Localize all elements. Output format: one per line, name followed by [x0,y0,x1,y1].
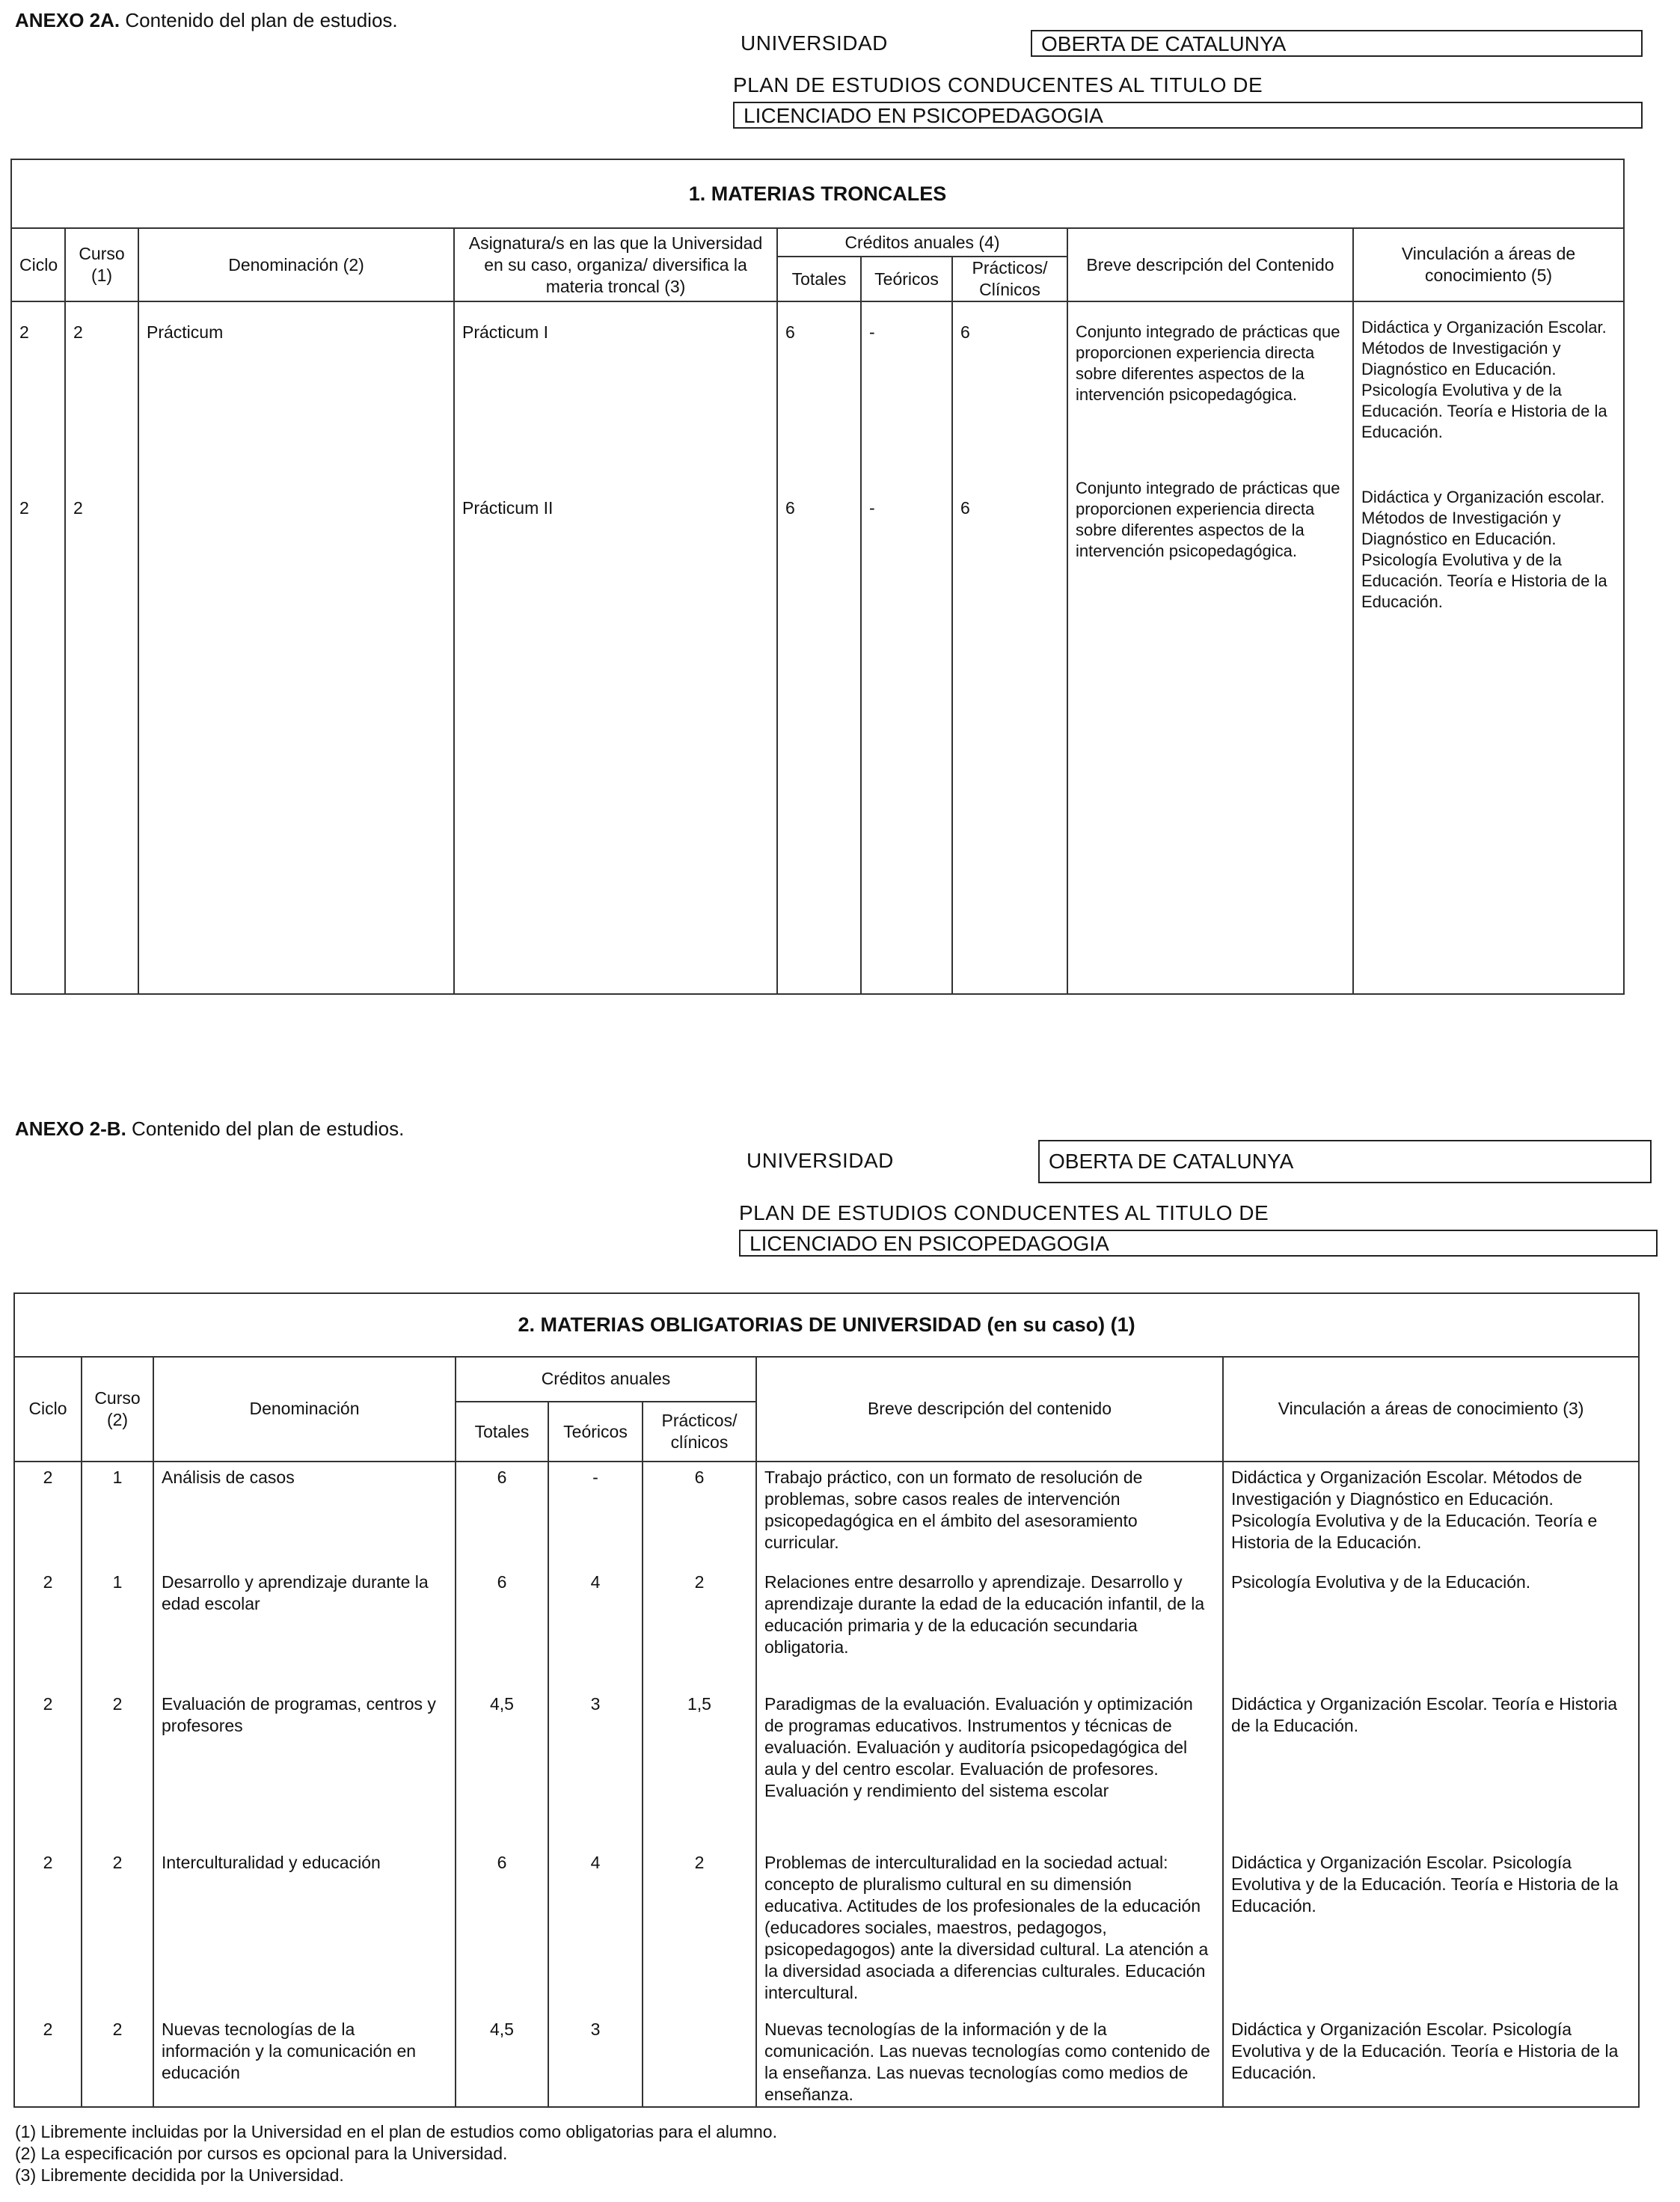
table-row [14,1567,1639,1689]
annex-a-title [15,9,398,32]
cell-denominacion: Evaluación de programas, centros y profesores [153,1689,456,1847]
header-practicos: Prácticos/ Clínicos [952,257,1067,301]
cell-denominacion: Prácticum [138,301,454,478]
cell-teoricos: 4 [548,1847,643,2014]
cell-denominacion: Nuevas tecnologías de la información y la comunicación en educación [153,2014,456,2107]
cell-ciclo: 2 [14,1689,82,1847]
cell-teoricos: - [861,478,952,994]
annex-b-plan-label: PLAN DE ESTUDIOS CONDUCENTES AL TITULO DE [739,1201,1269,1224]
cell-totales: 6 [456,1462,548,1567]
cell-ciclo: 2 [11,478,65,994]
cell-totales: 4,5 [456,1689,548,1847]
cell-teoricos: - [861,301,952,478]
annex-a-plan-value: LICENCIADO EN PSICOPEDAGOGIA [733,102,1643,129]
cell-vinculacion: Didáctica y Organización Escolar. Métodos de Investigación y Diagnóstico en Educación. Psicología Evolutiva y de la Educación. Teoría e Historia de la Educación. [1223,1462,1639,1567]
cell-ciclo: 2 [14,1847,82,2014]
cell-descripcion: Trabajo práctico, con un formato de resolución de problemas, sobre casos reales de intervención psicopedagógica en el ámbito del asesoramiento curricular. [756,1462,1223,1567]
cell-curso: 2 [82,2014,153,2107]
header-curso: Curso (2) [82,1357,153,1462]
header-descripcion: Breve descripción del contenido [756,1357,1223,1462]
cell-descripcion: Conjunto integrado de prácticas que proporcionen experiencia directa sobre diferentes aspectos de la intervención psicopedagógica. [1067,478,1353,994]
cell-curso: 2 [82,1689,153,1847]
cell-descripcion: Relaciones entre desarrollo y aprendizaje. Desarrollo y aprendizaje durante la edad de la educación infantil, de la educación primaria y de la educación secundaria obligatoria. [756,1567,1223,1689]
cell-asignatura: Prácticum II [454,478,777,994]
header-creditos: Créditos anuales [456,1357,756,1402]
cell-curso: 2 [65,301,138,478]
annex-a-table [10,159,1625,995]
annex-a-title-bold: ANEXO 2A. [15,9,120,31]
header-creditos: Créditos anuales (4) [777,228,1067,257]
header-descripcion: Breve descripción del Contenido [1067,228,1353,301]
cell-vinculacion: Didáctica y Organización Escolar. Psicología Evolutiva y de la Educación. Teoría e Historia de la Educación. [1223,2014,1639,2107]
table-row [14,1462,1639,1567]
header-ciclo: Ciclo [11,228,65,301]
header-denominacion: Denominación [153,1357,456,1462]
footnote-1: (1) Libremente incluidas por la Universidad en el plan de estudios como obligatorias para el alumno. [15,2122,777,2141]
cell-curso: 1 [82,1462,153,1567]
cell-practicos: 6 [643,1462,756,1567]
cell-vinculacion: Didáctica y Organización Escolar. Psicología Evolutiva y de la Educación. Teoría e Historia de la Educación. [1223,1847,1639,2014]
footnotes [15,2121,777,2186]
cell-denominacion: Análisis de casos [153,1462,456,1567]
cell-curso: 2 [65,478,138,994]
annex-b-table [13,1292,1640,2108]
cell-practicos: 6 [952,478,1067,994]
cell-ciclo: 2 [14,1462,82,1567]
annex-a-title-rest: Contenido del plan de estudios. [120,9,398,31]
cell-practicos [643,2014,756,2107]
cell-vinculacion: Didáctica y Organización Escolar. Teoría e Historia de la Educación. [1223,1689,1639,1847]
table-row [11,301,1624,478]
header-practicos: Prácticos/ clínicos [643,1402,756,1462]
cell-curso: 1 [82,1567,153,1689]
cell-descripcion: Conjunto integrado de prácticas que proporcionen experiencia directa sobre diferentes aspectos de la intervención psicopedagógica. [1067,301,1353,478]
cell-vinculacion: Didáctica y Organización Escolar. Métodos de Investigación y Diagnóstico en Educación. Psicología Evolutiva y de la Educación. Teoría e Historia de la Educación. [1353,301,1624,478]
cell-practicos: 2 [643,1847,756,2014]
header-totales: Totales [777,257,861,301]
cell-denominacion [138,478,454,994]
cell-practicos: 2 [643,1567,756,1689]
annex-a-table-title: 1. MATERIAS TRONCALES [11,159,1624,228]
annex-b-universidad-label: UNIVERSIDAD [747,1149,894,1172]
annex-a-universidad-label: UNIVERSIDAD [741,31,888,55]
cell-totales: 6 [456,1567,548,1689]
header-totales: Totales [456,1402,548,1462]
cell-descripcion: Paradigmas de la evaluación. Evaluación y optimización de programas educativos. Instrumentos y técnicas de evaluación. Evaluación y auditoría psicopedagógica del aula y del centro escolar. Evaluación de profesores. Evaluación y rendimiento del sistema escolar [756,1689,1223,1847]
header-curso: Curso (1) [65,228,138,301]
cell-totales: 6 [777,301,861,478]
table-row [14,1847,1639,2014]
cell-asignatura: Prácticum I [454,301,777,478]
annex-b-table-title: 2. MATERIAS OBLIGATORIAS DE UNIVERSIDAD (en su caso) (1) [14,1293,1639,1357]
annex-b-title [15,1117,404,1141]
cell-totales: 6 [456,1847,548,2014]
cell-ciclo: 2 [11,301,65,478]
cell-curso: 2 [82,1847,153,2014]
cell-teoricos: 3 [548,1689,643,1847]
cell-totales: 4,5 [456,2014,548,2107]
annex-a-plan-label: PLAN DE ESTUDIOS CONDUCENTES AL TITULO DE [733,73,1263,96]
header-vinculacion: Vinculación a áreas de conocimiento (3) [1223,1357,1639,1462]
table-row [14,2014,1639,2107]
cell-denominacion: Desarrollo y aprendizaje durante la edad escolar [153,1567,456,1689]
header-teoricos: Teóricos [861,257,952,301]
annex-b-universidad-value: OBERTA DE CATALUNYA [1038,1140,1652,1183]
cell-totales: 6 [777,478,861,994]
header-teoricos: Teóricos [548,1402,643,1462]
cell-vinculacion: Didáctica y Organización escolar. Métodos de Investigación y Diagnóstico en Educación. Psicología Evolutiva y de la Educación. Teoría e Historia de la Educación. [1353,478,1624,994]
cell-teoricos: 4 [548,1567,643,1689]
table-row [14,1689,1639,1847]
cell-descripcion: Problemas de interculturalidad en la sociedad actual: concepto de pluralismo cultural en su dimensión educativa. Actitudes de los profesionales de la educación (educadores sociales, maestros, pedagogos, psicopedagogos) ante la diversidad cultural. La atención a la diversidad asociada a diferencias culturales. Educación intercultural. [756,1847,1223,2014]
footnote-2: (2) La especificación por cursos es opcional para la Universidad. [15,2144,508,2163]
cell-practicos: 6 [952,301,1067,478]
annex-b-title-rest: Contenido del plan de estudios. [126,1117,405,1140]
header-vinculacion: Vinculación a áreas de conocimiento (5) [1353,228,1624,301]
cell-practicos: 1,5 [643,1689,756,1847]
cell-ciclo: 2 [14,2014,82,2107]
cell-descripcion: Nuevas tecnologías de la información y de la comunicación. Las nuevas tecnologías como contenido de la enseñanza. Las nuevas tecnologías como medios de enseñanza. [756,2014,1223,2107]
header-ciclo: Ciclo [14,1357,82,1462]
cell-teoricos: - [548,1462,643,1567]
table-row [11,478,1624,994]
annex-b-plan-value: LICENCIADO EN PSICOPEDAGOGIA [739,1230,1658,1257]
header-asignaturas: Asignatura/s en las que la Universidad en su caso, organiza/ diversifica la materia troncal (3) [454,228,777,301]
annex-b-title-bold: ANEXO 2-B. [15,1117,126,1140]
cell-denominacion: Interculturalidad y educación [153,1847,456,2014]
footnote-3: (3) Libremente decidida por la Universidad. [15,2165,344,2185]
annex-a-universidad-value: OBERTA DE CATALUNYA [1031,30,1643,57]
header-denominacion: Denominación (2) [138,228,454,301]
cell-teoricos: 3 [548,2014,643,2107]
cell-ciclo: 2 [14,1567,82,1689]
cell-vinculacion: Psicología Evolutiva y de la Educación. [1223,1567,1639,1689]
